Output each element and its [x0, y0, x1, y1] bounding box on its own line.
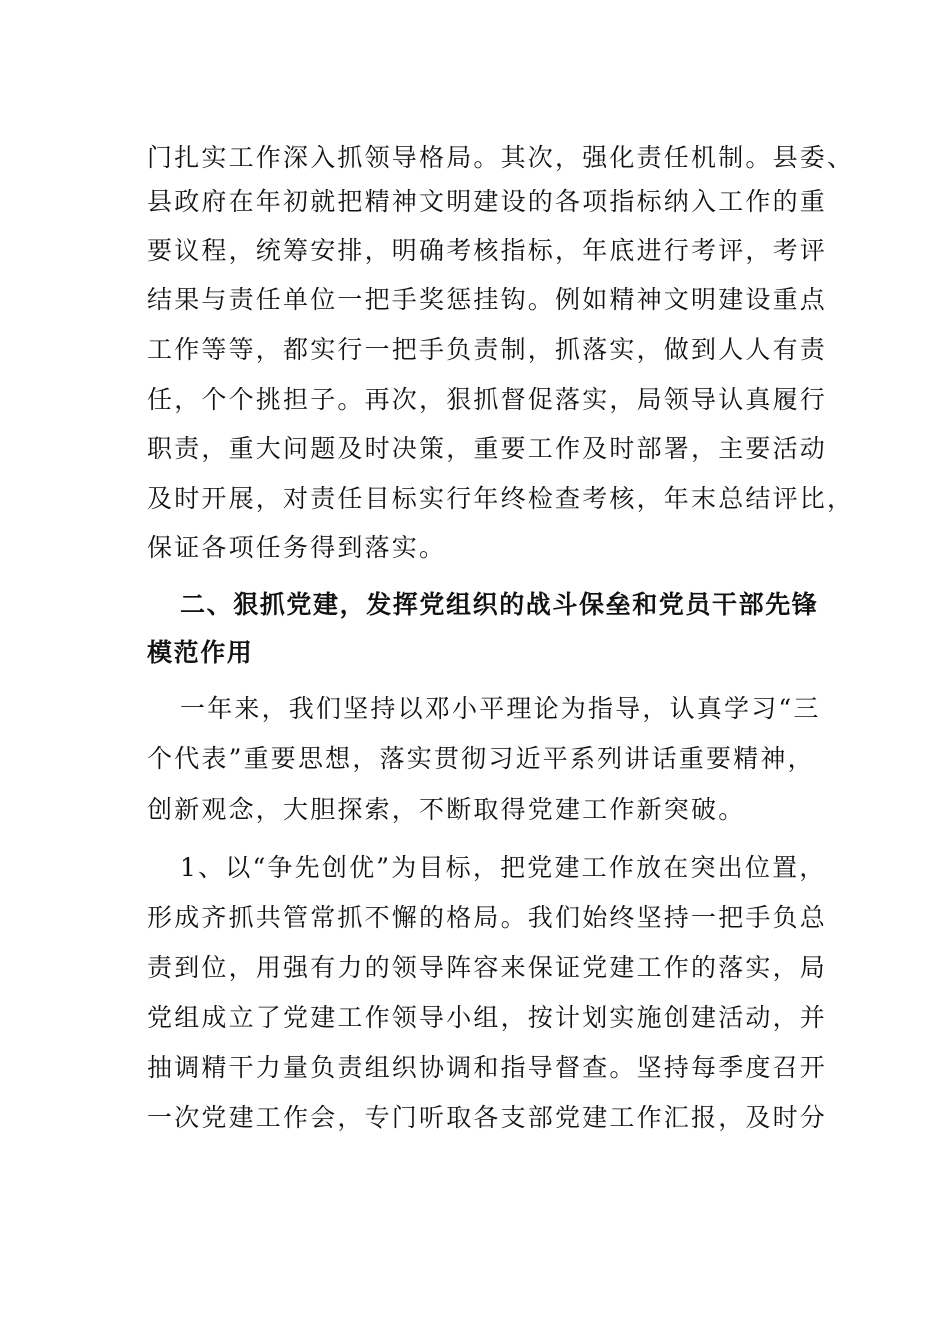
- text-line: 工作等等，都实行一把手负责制，抓落实，做到人人有责: [147, 335, 828, 364]
- section-heading: 二、狠抓党建，发挥党组织的战斗保垒和党员干部先锋: [180, 590, 819, 619]
- section-heading: 模范作用: [147, 638, 254, 667]
- text-line: 结果与责任单位一把手奖惩挂钩。例如精神文明建设重点: [147, 285, 828, 314]
- text-line: 1、以“争先创优”为目标，把党建工作放在突出位置，: [180, 853, 827, 882]
- text-line: 党组成立了党建工作领导小组，按计划实施创建活动，并: [147, 1003, 828, 1032]
- text-line: 形成齐抓共管常抓不懈的格局。我们始终坚持一把手负总: [147, 903, 828, 932]
- text-line: 一次党建工作会，专门听取各支部党建工作汇报，及时分: [147, 1103, 828, 1132]
- text-line: 保证各项任务得到落实。: [147, 533, 447, 562]
- text-line: 要议程，统筹安排，明确考核指标，年底进行考评，考评: [147, 236, 828, 265]
- text-line: 县政府在年初就把精神文明建设的各项指标纳入工作的重: [147, 187, 828, 216]
- text-line: 责到位，用强有力的领导阵容来保证党建工作的落实，局: [147, 953, 828, 982]
- text-line: 及时开展，对责任目标实行年终检查考核，年末总结评比，: [147, 484, 855, 513]
- text-line: 个代表”重要思想，落实贯彻习近平系列讲话重要精神，: [147, 744, 815, 773]
- text-line: 创新观念，大胆探索，不断取得党建工作新突破。: [147, 795, 746, 824]
- text-line: 门扎实工作深入抓领导格局。其次，强化责任机制。县委、: [147, 143, 855, 172]
- text-line: 任，个个挑担子。再次，狠抓督促落实，局领导认真履行: [147, 385, 828, 414]
- text-line: 一年来，我们坚持以邓小平理论为指导，认真学习“三: [180, 694, 821, 723]
- text-line: 抽调精干力量负责组织协调和指导督查。坚持每季度召开: [147, 1053, 828, 1082]
- text-line: 职责，重大问题及时决策，重要工作及时部署，主要活动: [147, 434, 828, 463]
